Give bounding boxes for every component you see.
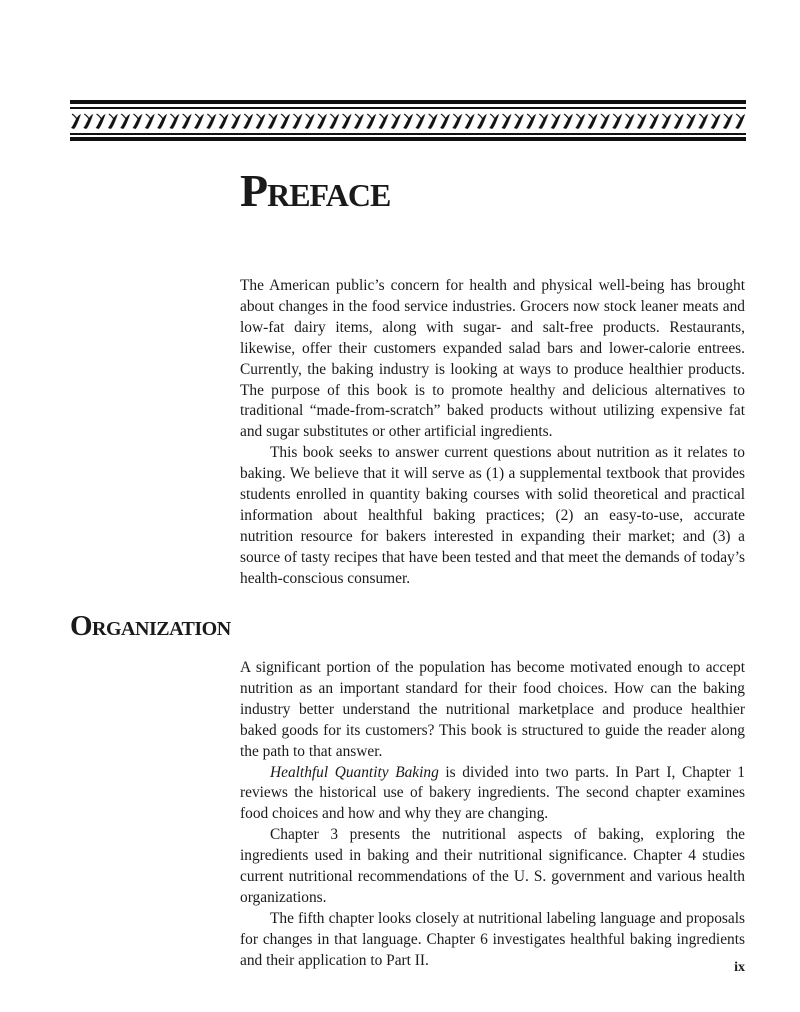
- paragraph: This book seeks to answer current questions about nutrition as it relates to baking. We believe that it will serve as (1) a supplemental textbook that provides students enrolled in quantity baking courses with solid theoretical and practical information about healthful baking practices; (2) an easy-to-use, accurate nutrition resource for bakers interested in expanding their market; and (3) a source of tasty recipes that have been tested and that meet the demands of today’s health-conscious consumer.: [240, 444, 745, 587]
- page-title: Preface: [240, 165, 391, 216]
- preface-body: [240, 276, 745, 590]
- paragraph: The fifth chapter looks closely at nutritional labeling language and proposals for changes in that language. Chapter 6 investigates healthful baking ingredients and their application to Part II.: [240, 909, 745, 969]
- rule-line: [70, 100, 746, 104]
- paragraph: The American public’s concern for health and physical well-being has brought about changes in the food service industries. Grocers now stock leaner meats and low-fat dairy items, along with sugar- and salt-free products. Restaurants, likewise, offer their customers expanded salad bars and lower-calorie entrees. Currently, the baking industry is looking at ways to produce healthier products. The purpose of this book is to promote healthy and delicious alternatives to traditional “made-from-scratch” baked products without utilizing expensive fat and sugar substitutes or other artificial ingredients.: [240, 277, 745, 441]
- rule-line: [70, 133, 746, 135]
- paragraph: [240, 763, 745, 826]
- rule-line: [70, 107, 746, 109]
- braid-ornament: [70, 111, 746, 131]
- paragraph: Chapter 3 presents the nutritional aspects of baking, exploring the ingredients used in baking and their nutritional significance. Chapter 4 studies current nutritional recommendations of the U. S. government and various health organizations.: [240, 826, 745, 906]
- paragraph: A significant portion of the population has become motivated enough to accept nutrition as an important standard for their food choices. How can the baking industry better understand the nutritional marketplace and produce healthier baked goods for its customers? This book is structured to guide the reader along the path to that answer.: [240, 659, 745, 760]
- paragraph-text: is divided into two parts. In Part I, Chapter 1 reviews the historical use of bakery ingredients. The second chapter examines food choices and how and why they are changing.: [240, 763, 745, 823]
- decorative-header-rule: [70, 100, 746, 146]
- page-number: ix: [734, 960, 745, 975]
- section-heading: Organization: [70, 610, 231, 642]
- rule-line: [70, 137, 746, 141]
- organization-body: [240, 658, 745, 972]
- book-title: Healthful Quantity Baking: [270, 763, 439, 781]
